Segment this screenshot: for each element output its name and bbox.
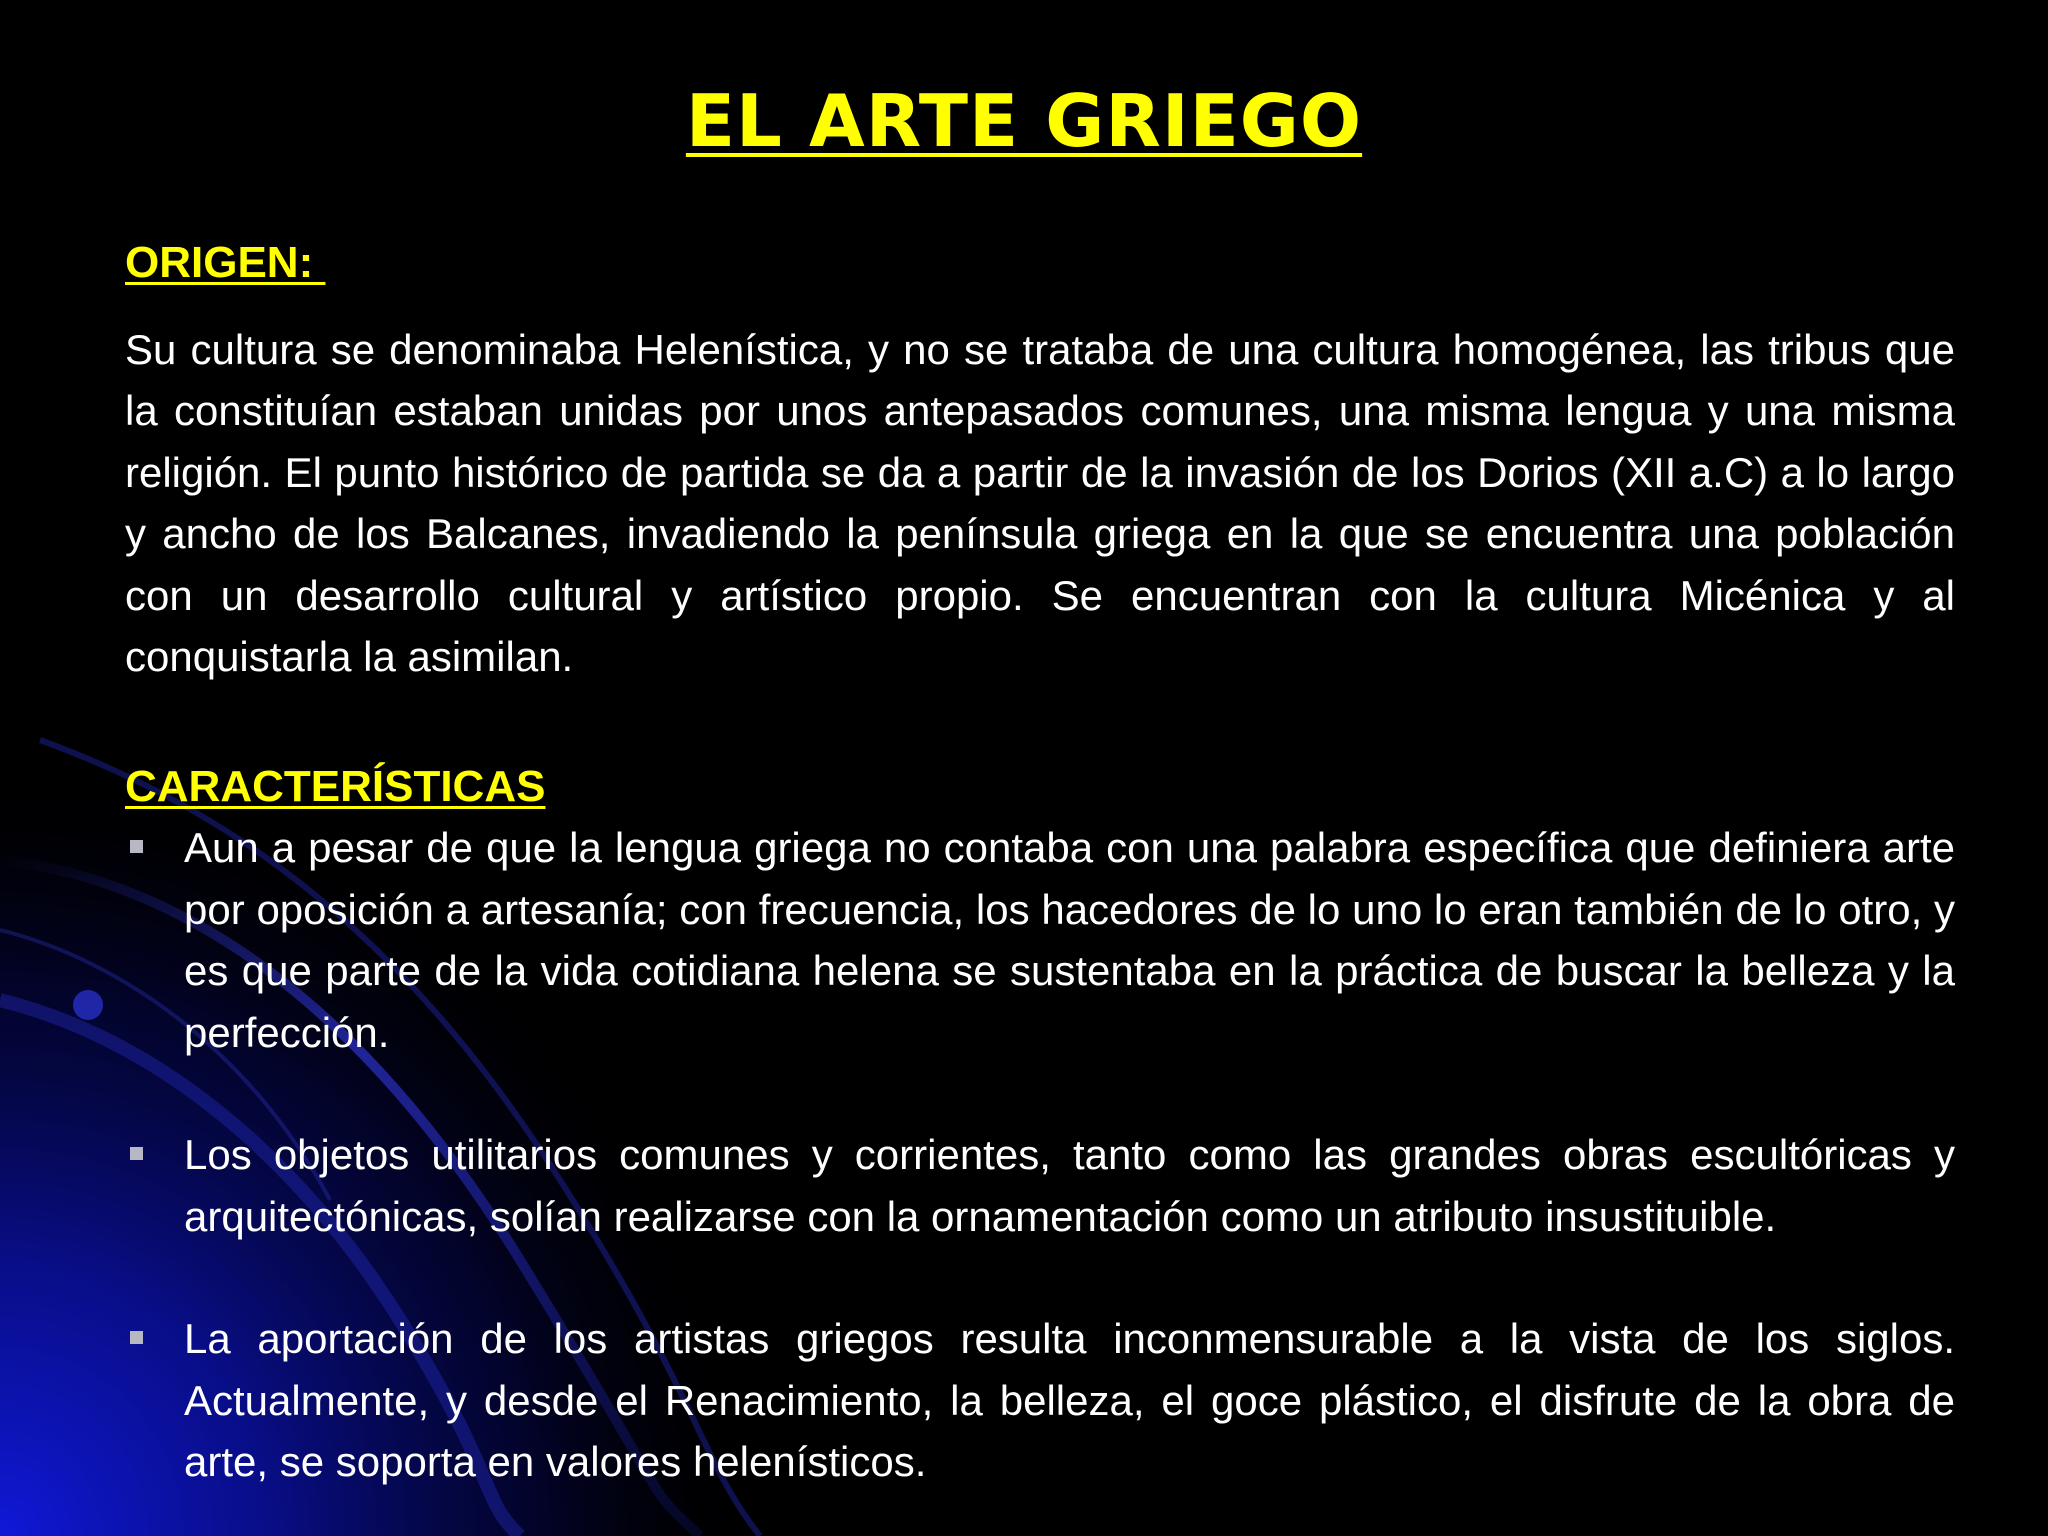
square-bullet-icon [130, 1331, 143, 1344]
list-item [125, 1308, 1955, 1493]
slide-title-text: EL ARTE GRIEGO [685, 79, 1363, 163]
origen-paragraph: Su cultura se denominaba Helenística, y no se trataba de una cultura homogénea, las tribus que la constituían estaban unidas por unos antepasados comunes, una misma lengua y una misma religión. El punto histórico de partida se da a partir de la invasión de los Dorios (XII a.C) a lo largo y ancho de los Balcanes, invadiendo la península griega en la que se encuentra una población con un desarrollo cultural y artístico propio. Se encuentran con la cultura Micénica y al conquistarla la asimilan. [125, 325, 1955, 680]
list-item [125, 817, 1955, 1063]
list-item-text: La aportación de los artistas griegos resulta inconmensurable a la vista de los siglos. Actualmente, y desde el Renacimiento, la belleza, el goce plástico, el disfrute de la obra de arte, se soporta en valores helenísticos. [184, 1315, 1955, 1485]
square-bullet-icon [130, 1147, 143, 1160]
caracteristicas-list [125, 817, 1955, 1493]
list-item-text: Los objetos utilitarios comunes y corrientes, tanto como las grandes obras escultóricas y arquitectónicas, solían realizarse con la ornamentación como un atributo insustituible. [184, 1131, 1955, 1240]
origen-heading: ORIGEN: [125, 238, 326, 287]
list-item [125, 1124, 1955, 1247]
slide-content [125, 232, 1955, 1493]
caracteristicas-heading: CARACTERÍSTICAS [125, 761, 546, 811]
square-bullet-icon [130, 840, 143, 853]
list-item-text: Aun a pesar de que la lengua griega no contaba con una palabra específica que definiera arte por oposición a artesanía; con frecuencia, los hacedores de lo uno lo eran también de lo otro, y es que parte de la vida cotidiana helena se sustentaba en la práctica de buscar la belleza y la perfección. [184, 824, 1955, 1056]
glow-dot [73, 990, 103, 1020]
slide-title [0, 74, 2048, 168]
